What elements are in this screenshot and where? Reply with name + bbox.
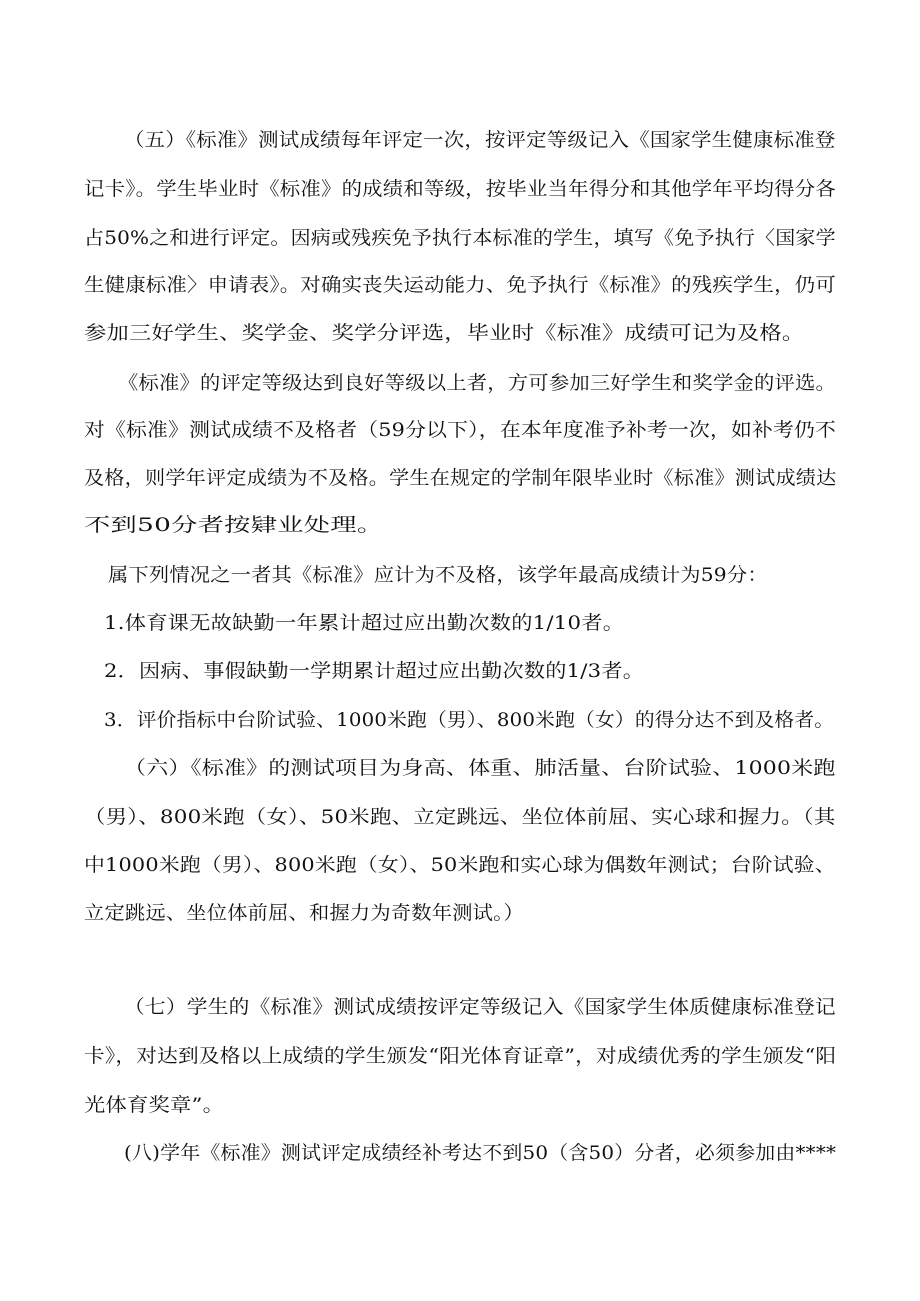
text-line: （七）学生的《标准》测试成绩按评定等级记入《国家学生体质健康标准登记 [124,996,836,1018]
text-line: 1.体育课无故缺勤一年累计超过应出勤次数的1/10者。 [104,612,625,634]
text-line: 《标准》的评定等级达到良好等级以上者，方可参加三好学生和奖学金的评选。 [118,372,837,394]
text-line: 不到50分者按肄业处理。 [84,514,384,536]
text-line: 生健康标准〉申请表》。对确实丧失运动能力、免予执行《标准》的残疾学生，仍可 [84,274,836,296]
text-line: （男）、800米跑（女）、50米跑、立定跳远、坐位体前屈、实心球和握力。（其 [84,806,836,828]
text-line: (八)学年《标准》测试评定成绩经补考达不到50（含50）分者，必须参加由**** [124,1142,837,1164]
text-line: 3．评价指标中台阶试验、1000米跑（男）、800米跑（女）的得分达不到及格者。 [104,709,835,731]
text-line: 对《标准》测试成绩不及格者（59分以下），在本年度准予补考一次，如补考仍不 [84,419,837,441]
text-line: 占50%之和进行评定。因病或残疾免予执行本标准的学生，填写《免予执行〈国家学 [84,227,836,249]
text-line: 属下列情况之一者其《标准》应计为不及格，该学年最高成绩计为59分： [108,564,768,586]
text-line: 光体育奖章”。 [84,1094,225,1116]
text-line: 卡》，对达到及格以上成绩的学生颁发“阳光体育证章”，对成绩优秀的学生颁发“阳 [84,1045,837,1067]
text-line: 及格，则学年评定成绩为不及格。学生在规定的学制年限毕业时《标准》测试成绩达 [84,467,837,489]
text-line: 立定跳远、坐位体前屈、和握力为奇数年测试。） [84,902,524,924]
text-line: 参加三好学生、奖学金、奖学分评选，毕业时《标准》成绩可记为及格。 [84,322,805,344]
text-line: （六）《标准》的测试项目为身高、体重、肺活量、台阶试验、1000米跑 [124,757,836,779]
text-line: 中1000米跑（男）、800米跑（女）、50米跑和实心球为偶数年测试；台阶试验、 [84,854,836,876]
text-line: 记卡》。学生毕业时《标准》的成绩和等级，按毕业当年得分和其他学年平均得分各 [84,178,836,200]
text-line: 2．因病、事假缺勤一学期累计超过应出勤次数的1/3者。 [104,660,645,682]
text-line: （五）《标准》测试成绩每年评定一次，按评定等级记入《国家学生健康标准登 [124,129,836,151]
